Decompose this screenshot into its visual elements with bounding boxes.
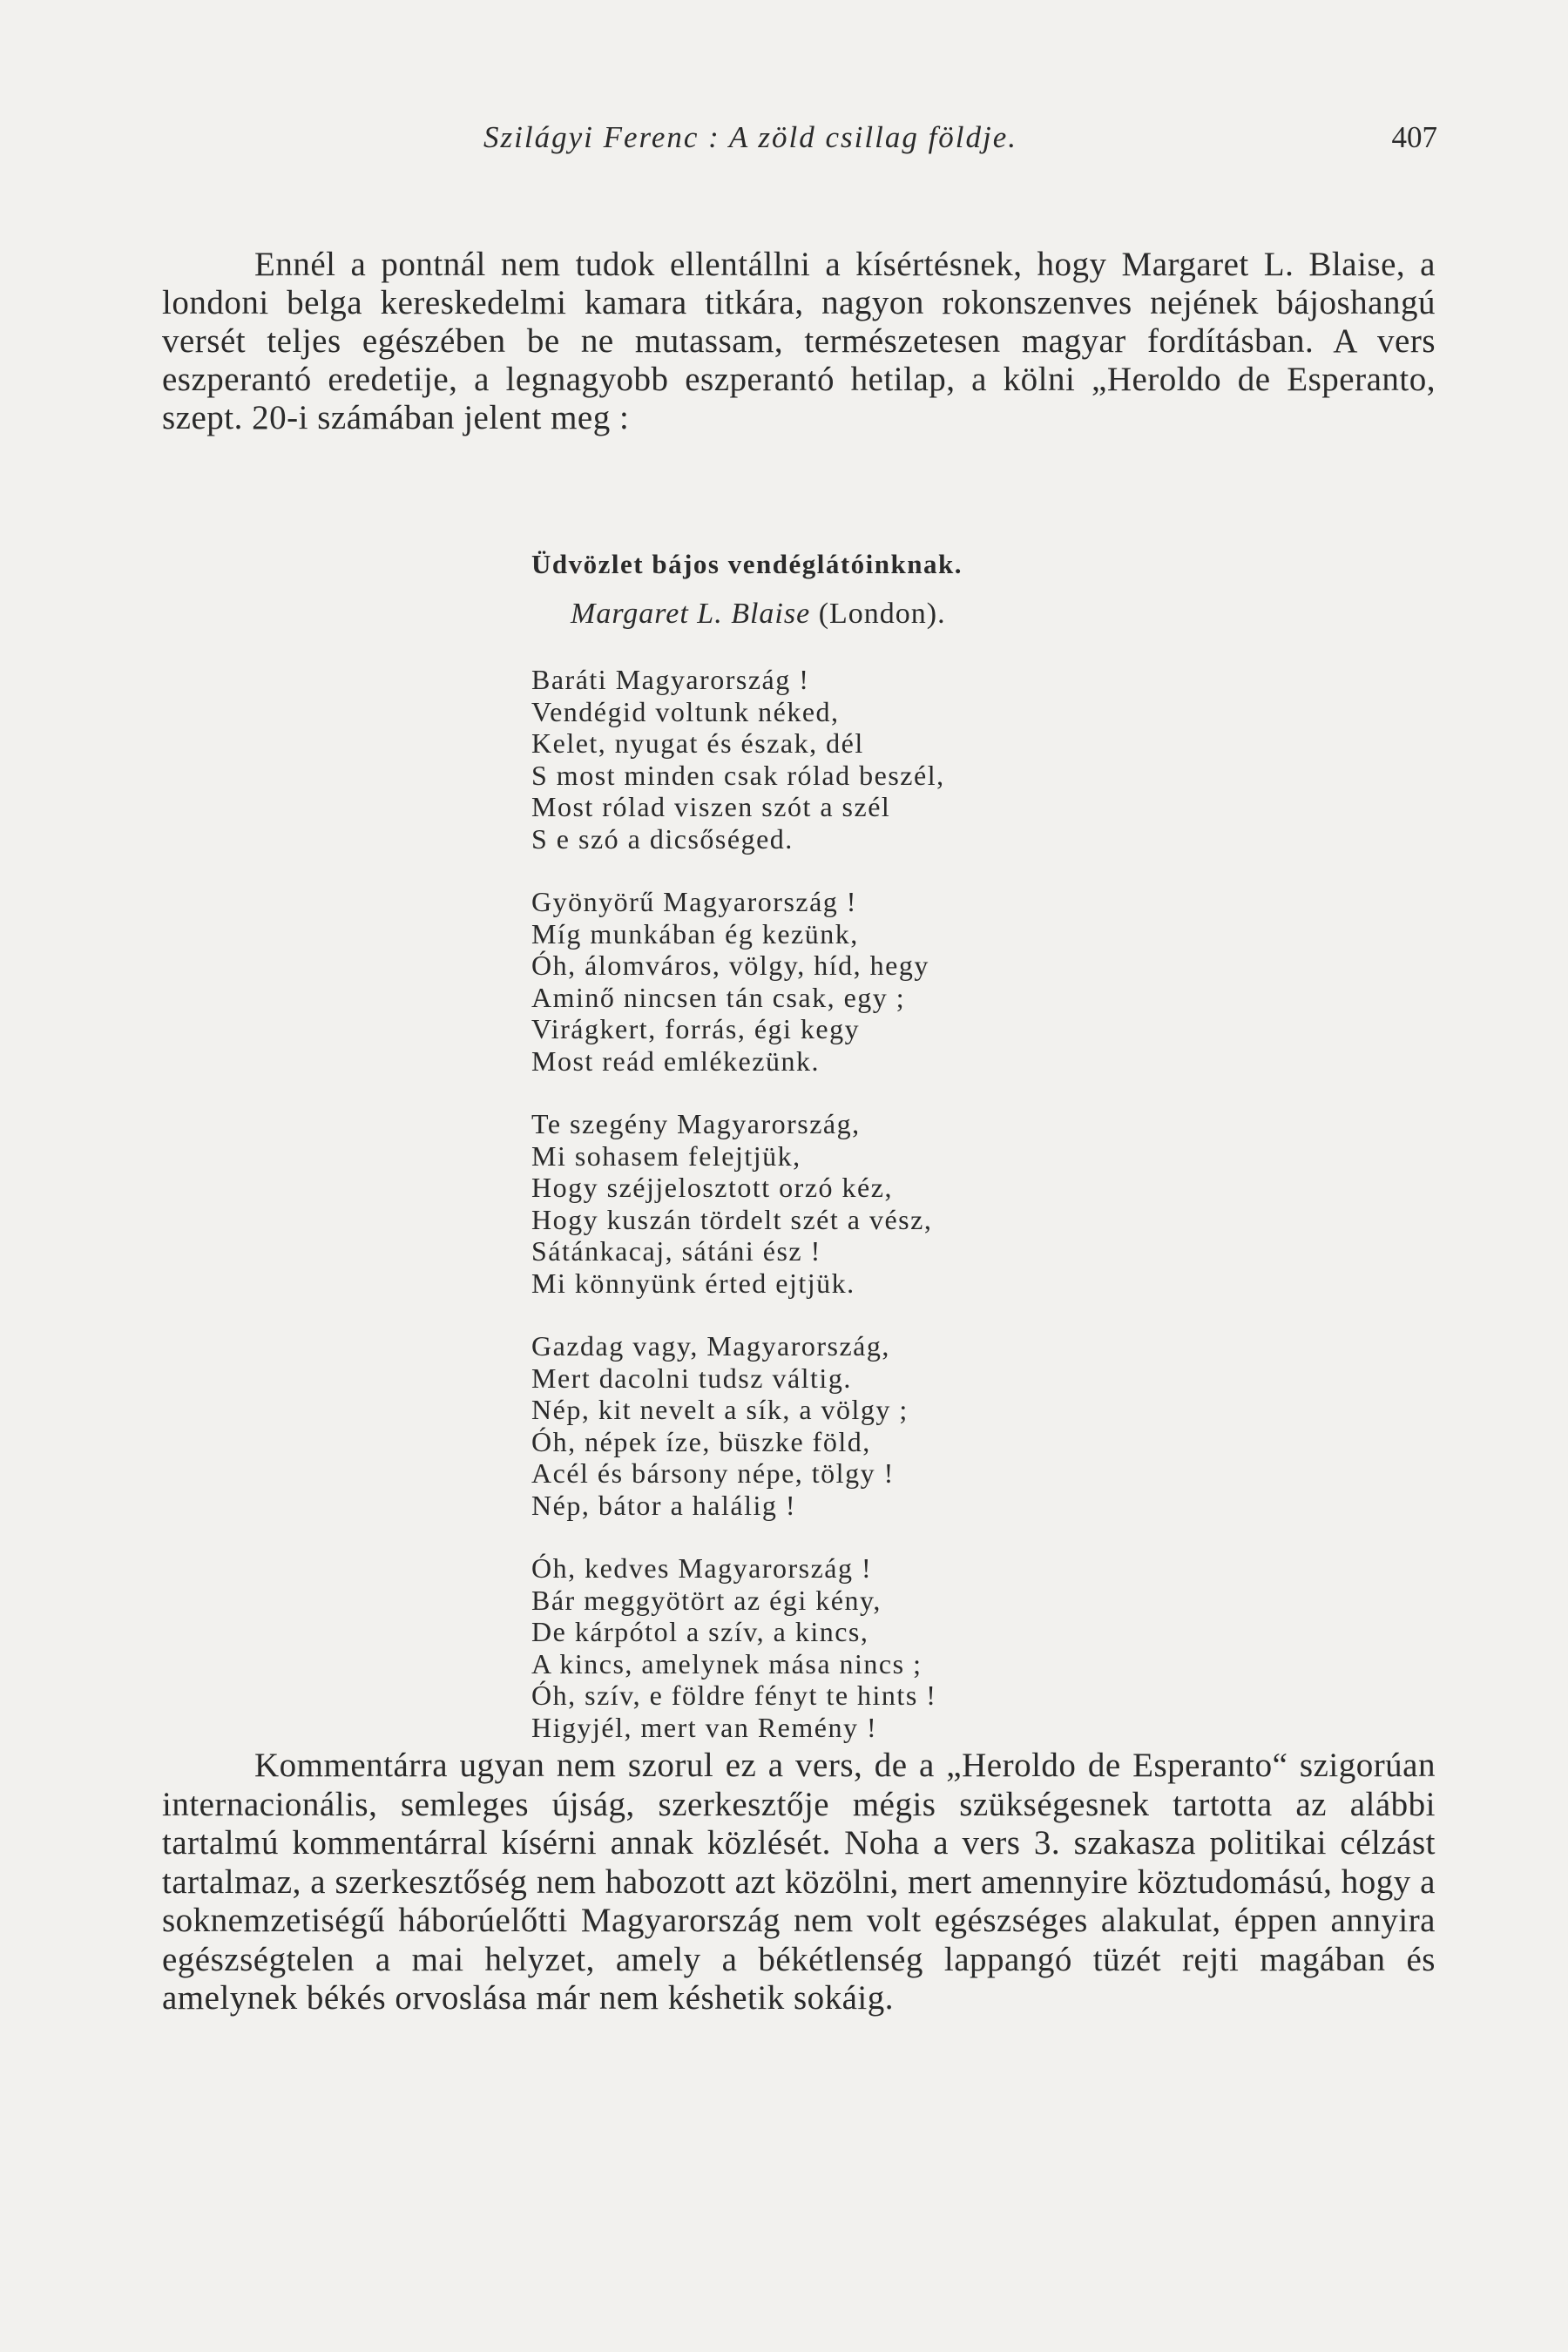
poem-line: Kelet, nyugat és észak, dél xyxy=(531,727,864,759)
poem-line: Most reád emlékezünk. xyxy=(531,1044,820,1077)
poem-line: Hogy széjjelosztott orzó kéz, xyxy=(531,1172,893,1203)
outro-text xyxy=(162,1747,1436,2018)
poem-line: Mi könnyünk érted ejtjük. xyxy=(531,1267,855,1299)
poem-line: De kárpótol a szív, a kincs, xyxy=(531,1616,869,1647)
poem-line: Most rólad viszen szót a szél xyxy=(531,791,891,822)
poem-stanza xyxy=(531,1330,1193,1521)
page-number: 407 xyxy=(1391,120,1437,154)
poem-line: Óh, szív, e földre fényt te hints ! xyxy=(531,1680,937,1711)
poem-line: Nép, bátor a halálig ! xyxy=(531,1489,796,1521)
poem-line: Óh, kedves Magyarország ! xyxy=(531,1552,873,1584)
poem-line: S most minden csak rólad beszél, xyxy=(531,759,945,791)
poem-stanza xyxy=(531,1552,1193,1743)
poem-stanza xyxy=(531,664,1193,855)
poem xyxy=(531,549,1193,1774)
poem-author xyxy=(571,598,1193,631)
poem-line: Bár meggyötört az égi kény, xyxy=(531,1584,882,1616)
poem-line: Acél és bársony népe, tölgy ! xyxy=(531,1457,895,1489)
poem-line: Baráti Magyarország ! xyxy=(531,664,810,695)
poem-line: Óh, népek íze, büszke föld, xyxy=(531,1425,871,1457)
poem-line: Virágkert, forrás, égi kegy xyxy=(531,1013,861,1044)
poem-line: Sátánkacaj, sátáni ész ! xyxy=(531,1235,821,1267)
running-title: Szilágyi Ferenc : A zöld csillag földje. xyxy=(483,120,1018,154)
poem-line: Te szegény Magyarország, xyxy=(531,1108,861,1139)
poem-line: Hogy kuszán tördelt szét a vész, xyxy=(531,1203,933,1235)
page-header xyxy=(483,120,1437,164)
poem-line: Mi sohasem felejtjük, xyxy=(531,1139,801,1172)
poem-line: Nép, kit nevelt a sík, a völgy ; xyxy=(531,1394,909,1425)
poem-line: Gazdag vagy, Magyarország, xyxy=(531,1330,890,1362)
poem-line: Vendégid voltunk néked, xyxy=(531,695,840,727)
poem-line: Óh, álomváros, völgy, híd, hegy xyxy=(531,950,929,981)
poem-line: Gyönyörű Magyarország ! xyxy=(531,886,857,917)
poem-line: Aminő nincsen tán csak, egy ; xyxy=(531,981,906,1013)
poem-stanza xyxy=(531,1108,1193,1299)
poem-line: Mert dacolni tudsz váltig. xyxy=(531,1362,852,1394)
outro-paragraph: Kommentárra ugyan nem szorul ez a vers, de a „Heroldo de Esperanto“ szigorúan internacionális, semleges újság, szerkesztője mégis szükségesnek tartotta az alábbi tartalmú kommentárral kísérni annak közlését. Noha a vers 3. szakasza politikai célzást tartalmaz, a szerkesztőség nem habozott azt közölni, mert amennyire köztudomású, hogy a soknemzetiségű háborúelőtti Magyarország nem volt egészséges alakulat, éppen annyira egészségtelen a mai helyzet, amely a békétlenség lappangó tüzét rejti magában és amelynek békés orvoslása már nem késhetik sokáig. xyxy=(162,1747,1436,2017)
poem-line: A kincs, amelynek mása nincs ; xyxy=(531,1647,923,1680)
poem-line: S e szó a dicsőséged. xyxy=(531,822,794,855)
poem-author-name: Margaret L. Blaise xyxy=(571,598,811,630)
poem-line: Higyjél, mert van Remény ! xyxy=(531,1711,878,1743)
poem-stanza xyxy=(531,886,1193,1077)
poem-line: Míg munkában ég kezünk, xyxy=(531,917,859,950)
intro-text xyxy=(162,246,1436,437)
poem-title: Üdvözlet bájos vendéglátóinknak. xyxy=(531,549,963,579)
poem-author-place: (London). xyxy=(818,598,946,630)
poem-stanzas xyxy=(531,664,1193,1743)
intro-paragraph: Ennél a pontnál nem tudok ellentállni a kísértésnek, hogy Margaret L. Blaise, a londoni belga kereskedelmi kamara titkára, nagyon rokonszenves nejének bájoshangú versét teljes egészében be ne mutassam, természetesen magyar fordításban. A vers eszperantó eredetije, a legnagyobb eszperantó hetilap, a kölni „Heroldo de Esperanto, szept. 20-i számában jelent meg : xyxy=(162,246,1436,436)
